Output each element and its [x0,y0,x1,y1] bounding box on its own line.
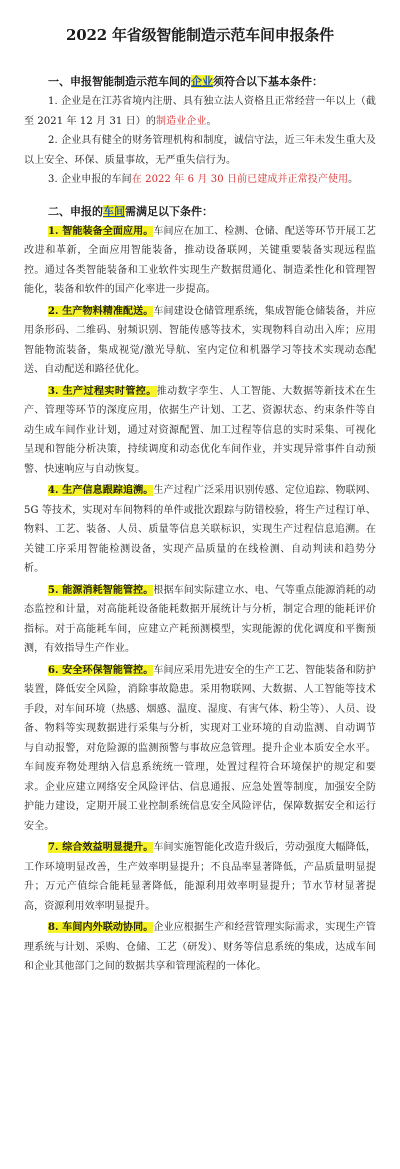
workshop-condition-title: 8. 车间内外联动协同。 [48,922,154,933]
section-1-heading-post: 须符合以下基本条件： [213,75,323,88]
condition-3-highlight: 在 2022 年 6 月 30 日前已建成并正常投产使用 [131,174,349,185]
workshop-condition-title: 3. 生产过程实时管控。 [48,385,157,397]
section-basic-conditions [24,74,376,190]
condition-3-text: 3. 企业申报的车间 [48,174,132,185]
workshop-condition-title: 5. 能源消耗智能管控。 [48,584,154,596]
workshop-condition-body: 生产过程广泛采用识别传感、定位追踪、物联网、5G 等技术，实现对车间物料的单件或批次跟踪与防错校验，将生产过程订单、物料、工艺、装备、人员、质量等信息关联标识，实现生产过程信息追溯。在关键工序采用智能检测设备，实现产品质量的在线检测、自动判读和趋势分析。 [24,485,376,574]
workshop-condition-item [24,222,376,300]
condition-3 [24,170,376,190]
workshop-condition-title: 2. 生产物料精准配送。 [48,305,154,317]
section-workshop-conditions [24,204,376,977]
condition-2: 2. 企业具有健全的财务管理机构和制度，诚信守法，近三年未发生重大及以上安全、环保、质量事故，无严重失信行为。 [24,135,376,166]
workshop-condition-body: 车间应采用先进安全的生产工艺、智能装备和防护装置，降低安全风险，消除事故隐患。采用物联网、大数据、人工智能等技术手段，对车间环境（热感、烟感、温度、湿度、有害气体、粉尘等）、人员、设备、物料等实现数据进行采集与分析，实现对工业环境的自动监测、自动调节与自动报警，对危险源的监测预警与事故应急管理。提升企业本质安全水平。车间废弃物处理纳入信息系统统一管理，处置过程符合环境保护的规定和要求。企业应建立网络安全风险评估、信息通报、应急处置等制度，加强安全防护能力建设，定期开展工业控制系统信息安全风险评估，保障数据安全和运行安全。 [24,664,376,832]
section-1-heading-highlight: 企业 [191,75,213,88]
workshop-condition-item [24,918,376,977]
workshop-condition-body: 车间建设仓储管理系统，集成智能仓储装备，并应用条形码、二维码、射频识别、智能传感等技术，实现物料自动出入库；应用智能物流装备，集成视觉/激光导航、室内定位和机器学习等技术实现动态配送、自动配送和路径优化。 [24,305,376,375]
workshop-condition-body: 车间实施智能化改造升级后，劳动强度大幅降低，工作环境明显改善，生产效率明显提升；不良品率显著降低，产品质量明显提升；万元产值综合能耗显著降低，能源利用效率明显提升；节水节材显著提高，资源利用效率明显提升。 [24,842,376,912]
condition-1-highlight: 制造业企业 [155,115,207,127]
workshop-condition-item [24,382,376,480]
workshop-condition-item [24,302,376,380]
workshop-condition-body: 根据车间实际建立水、电、气等重点能源消耗的动态监控和计量，对高能耗设备能耗数据开展统计与分析，制定合理的能耗评价指标。对于高能耗车间，应建立产耗预测模型，实现能源的优化调度和平衡预测，有效指导生产作业。 [24,584,376,654]
document-title: 2022 年省级智能制造示范车间申报条件 [66,26,334,44]
workshop-condition-title: 6. 安全环保智能管控。 [48,664,154,676]
section-1-heading-pre: 一、申报智能制造示范车间的 [48,75,191,88]
workshop-condition-list [24,222,376,977]
workshop-condition-body: 车间应在加工、检测、仓储、配送等环节开展工艺改进和革新，全面应用智能装备，推动设备联网，关键重要装备实现远程监控。通过各类智能装备和工业软件实现生产数据贯通化、制造柔性化和管理智能化，装备和软件的国产化率进一步提高。 [24,225,376,295]
workshop-condition-body: 企业应根据生产和经营管理实际需求，实现生产管理系统与计划、采购、仓储、工艺（研发）、财务等信息系统的集成，达成车间和企业其他部门之间的数据共享和管理流程的一体化。 [24,922,376,972]
condition-3-end: 。 [348,174,359,185]
section-2-heading-highlight: 车间 [103,204,125,218]
workshop-condition-item [24,838,376,916]
condition-1-text: 1. 企业是在江苏省境内注册、具有独立法人资格且正常经营一年以上（截至 2021 年 12 月 31 日）的 [24,96,376,127]
workshop-condition-title: 4. 生产信息跟踪追溯。 [48,485,154,496]
workshop-condition-item [24,661,376,837]
workshop-condition-title: 7. 综合效益明显提升。 [48,842,154,853]
condition-1 [24,92,376,131]
section-2-heading-pre: 二、申报的 [48,204,103,218]
workshop-condition-title: 1. 智能装备全面应用。 [48,225,154,237]
workshop-condition-item [24,481,376,579]
section-1-heading [24,74,376,90]
condition-1-end: 。 [206,115,217,127]
workshop-condition-item [24,581,376,659]
workshop-condition-body: 推动数字孪生、人工智能、大数据等新技术在生产、管理等环节的深度应用，依据生产计划、工艺、资源状态、约束条件等自动生成车间作业计划，通过对资源配置、加工过程等信息的实时采集、可视化呈现和智能分析决策，持续调度和动态优化车间作业，并实现异常事件自动预警、快速响应与自动恢复。 [24,385,376,475]
section-2-heading [24,204,376,220]
section-2-heading-post: 需满足以下条件： [125,204,213,218]
